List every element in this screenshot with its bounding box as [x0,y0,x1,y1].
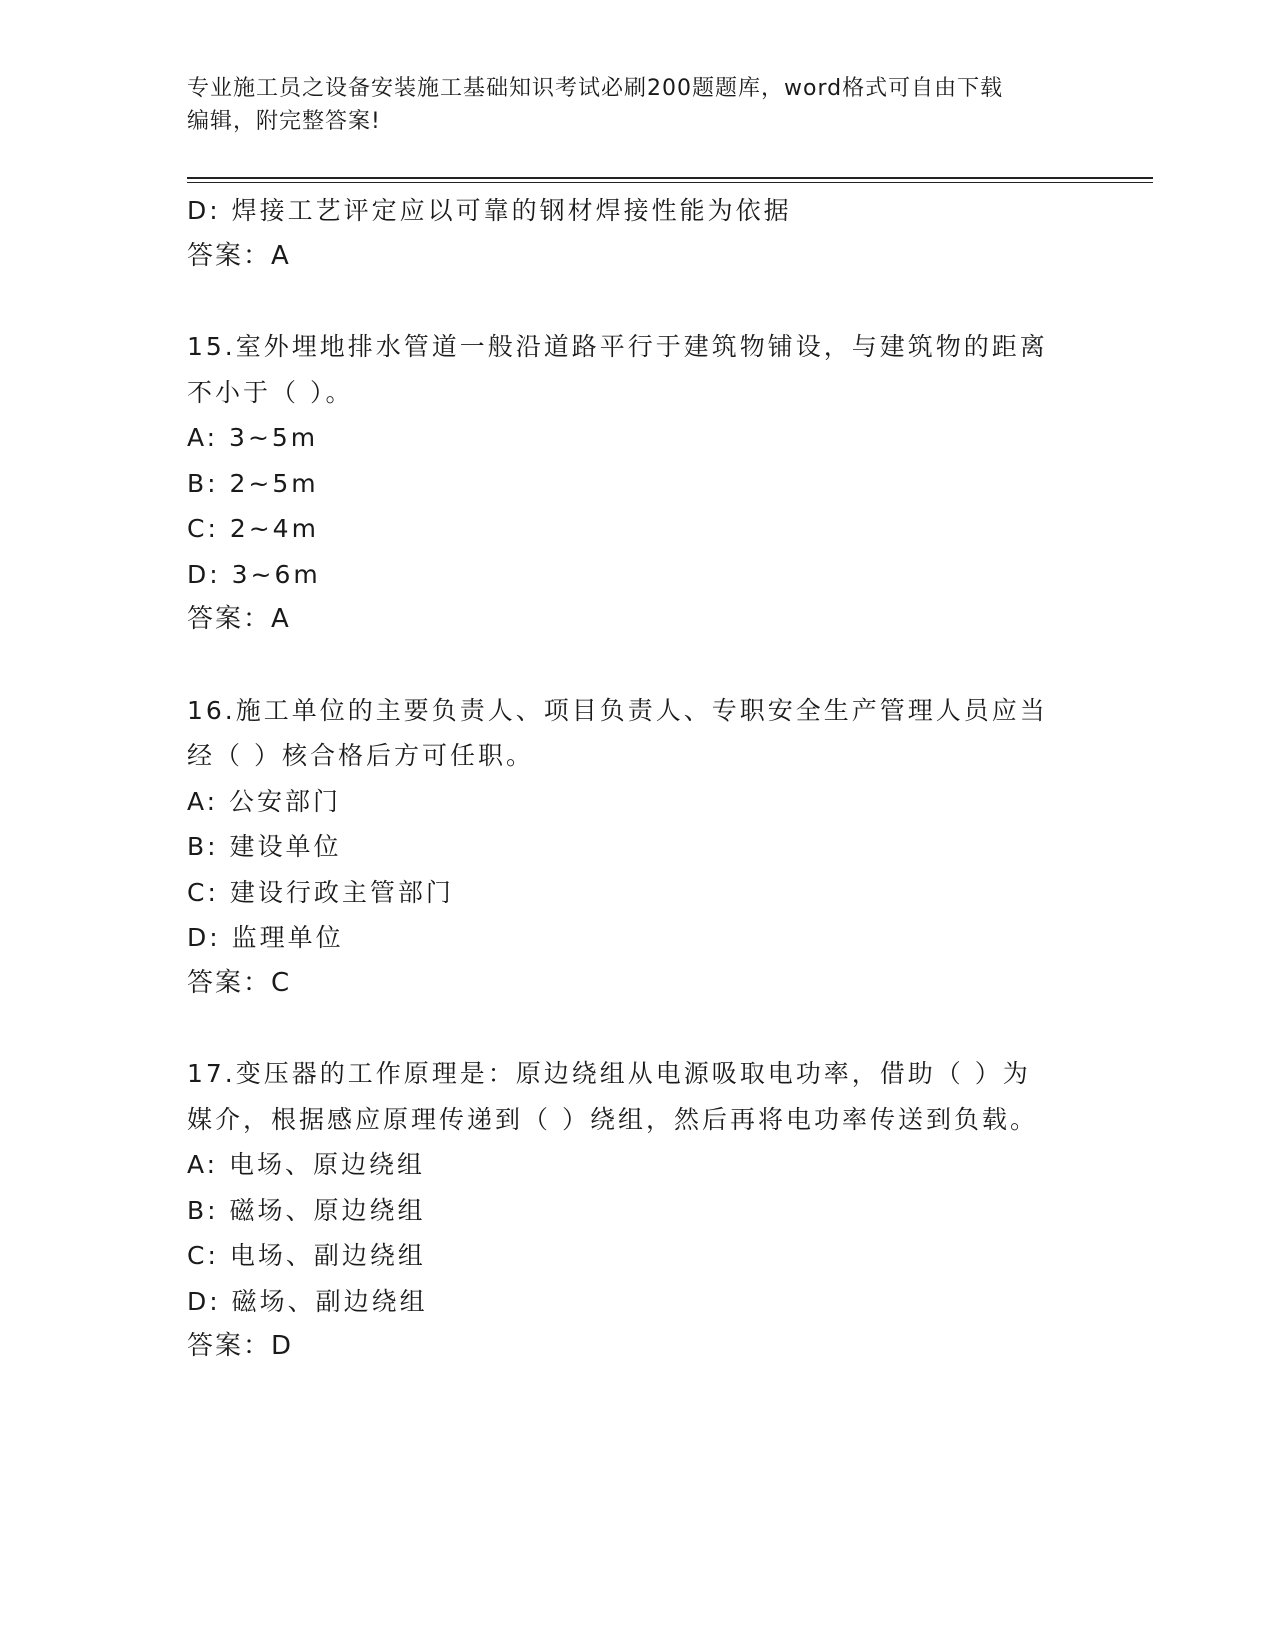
question-stem-line-1: 16.施工单位的主要负责人、项目负责人、专职安全生产管理人员应当 [187,695,1048,725]
answer-line: 答案：C [187,967,292,998]
option-a: A: 3~5m [187,423,319,452]
option-b: B: 建设单位 [187,832,342,861]
question-list [187,188,1087,1370]
option-d: D: 焊接工艺评定应以可靠的钢材焊接性能为依据 [187,196,792,225]
question-stem-line-2: 不小于（ ）。 [187,377,354,407]
header-title-line-2: 编辑，附完整答案! [187,109,381,134]
option-d: D: 监理单位 [187,923,344,952]
option-b: B: 磁场、原边绕组 [187,1195,426,1225]
question-15 [187,324,1087,643]
question-stem-line-2: 媒介，根据感应原理传递到（ ）绕组，然后再将电功率传送到负载。 [187,1104,1038,1134]
option-b: B: 2~5m [187,468,319,498]
option-c: C: 电场、副边绕组 [187,1241,426,1270]
header-title-line-1: 专业施工员之设备安装施工基础知识考试必刷200题题库，word格式可自由下载 [187,76,1004,101]
question-stem-line-1: 17.变压器的工作原理是：原边绕组从电源吸取电功率，借助（ ）为 [187,1059,1031,1088]
question-16 [187,688,1087,1007]
question-17 [187,1051,1087,1370]
option-d: D: 磁场、副边绕组 [187,1286,428,1316]
option-c: C: 2~4m [187,514,319,543]
answer-line: 答案：A [187,240,291,271]
document-header [187,72,1087,138]
header-divider-thick [187,177,1153,179]
question-14-continuation [187,188,1087,279]
question-stem-line-2: 经（ ）核合格后方可任职。 [187,741,534,770]
option-a: A: 公安部门 [187,786,342,816]
option-a: A: 电场、原边绕组 [187,1150,426,1179]
option-d: D: 3~6m [187,559,321,589]
option-c: C: 建设行政主管部门 [187,877,454,907]
header-divider-thin [187,182,1153,183]
answer-line: 答案：D [187,1331,294,1361]
question-stem-line-1: 15.室外埋地排水管道一般沿道路平行于建筑物铺设，与建筑物的距离 [187,332,1048,361]
answer-line: 答案：A [187,604,291,634]
